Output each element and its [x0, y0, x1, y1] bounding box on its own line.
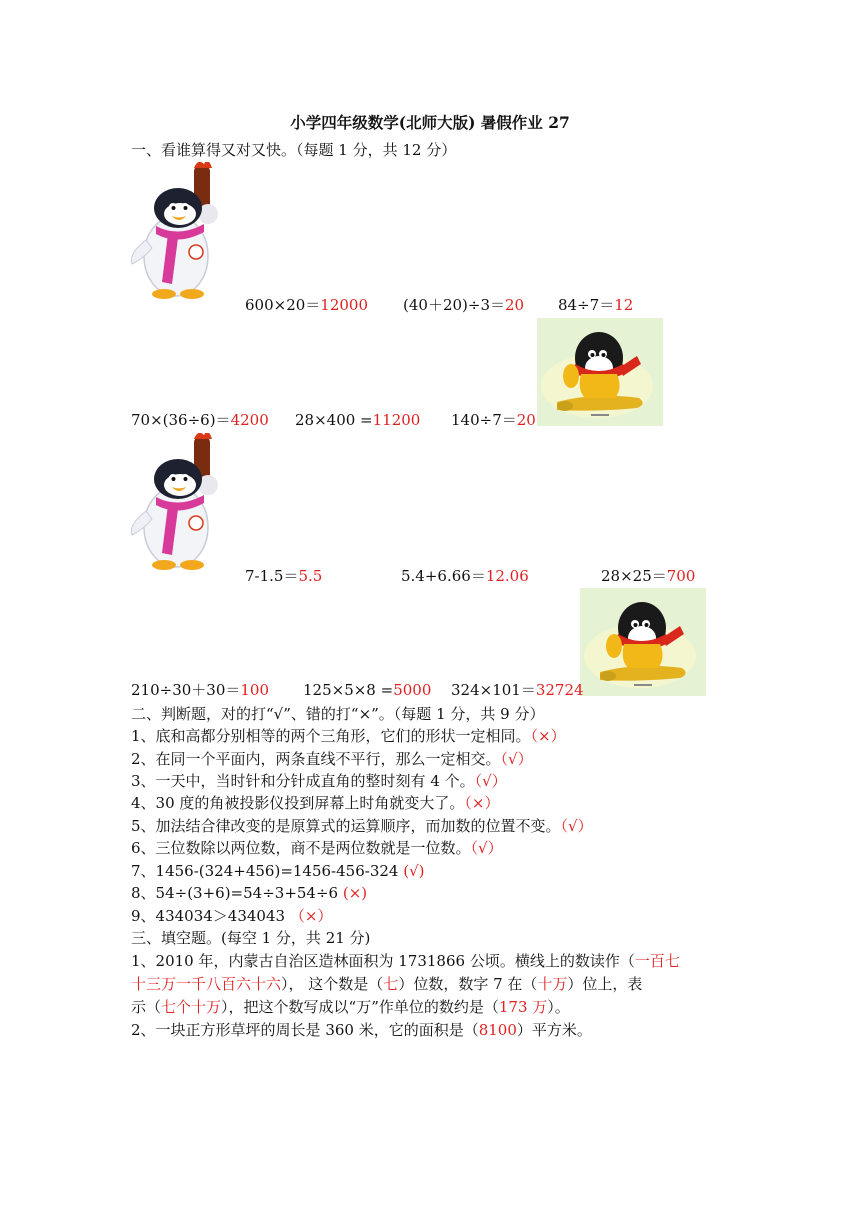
page-title: 小学四年级数学(北师大版) 暑假作业 27: [290, 113, 570, 132]
judge-item: 9、434034＞434043 （×）: [131, 907, 333, 925]
judge-item: 8、54÷(3+6)=54÷3+54÷6 (×): [131, 884, 368, 902]
judge-item: 2、在同一个平面内，两条直线不平行，那么一定相交。（√）: [131, 750, 533, 768]
calc-answer: 4200: [230, 411, 269, 429]
judge-item: 3、一天中，当时针和分针成直角的整时刻有 4 个。（√）: [131, 772, 507, 790]
calc-answer: 32724: [535, 681, 584, 699]
judge-mark: （√）: [560, 817, 593, 835]
calc-answer: 11200: [372, 411, 421, 429]
fill-question-1-line-3: 示（七个十万），把这个数写成以“万”作单位的数约是（173 万）。: [131, 998, 570, 1016]
calc-item: 600×20＝12000: [245, 296, 369, 314]
calc-answer: 5000: [393, 681, 432, 699]
calc-item: 125×5×8 =5000: [303, 681, 432, 699]
calc-answer: 5.5: [298, 567, 323, 585]
judge-mark: (√): [403, 862, 425, 880]
section1-heading: 一、看谁算得又对又快。（每题 1 分，共 12 分）: [131, 141, 457, 159]
judge-mark: （√）: [470, 839, 503, 857]
fill-question-2: 2、一块正方形草坪的周长是 360 米，它的面积是（8100）平方米。: [131, 1021, 592, 1039]
qq-penguin-skating-image: [537, 318, 663, 426]
calc-answer: 12: [614, 296, 634, 314]
judge-mark: （√）: [474, 772, 507, 790]
judge-item: 6、三位数除以两位数，商不是两位数就是一位数。（√）: [131, 839, 503, 857]
calc-answer: 700: [666, 567, 696, 585]
judge-item: 1、底和高都分别相等的两个三角形，它们的形状一定相同。（×）: [131, 727, 566, 745]
judge-mark: （×）: [289, 907, 333, 925]
calc-answer: 100: [240, 681, 270, 699]
penguin-torch-image-2: [128, 433, 238, 579]
calc-item: 140÷7＝20: [451, 411, 536, 429]
fill-question-1-line-2: 十三万一千八百六十六）， 这个数是（七）位数，数字 7 在（十万）位上，表: [131, 975, 643, 993]
calc-item: 324×101＝32724: [451, 681, 584, 699]
calc-answer: 20: [516, 411, 536, 429]
calc-item: (40＋20)÷3＝20: [403, 296, 525, 314]
judge-mark: (×): [342, 884, 368, 902]
calc-answer: 12.06: [485, 567, 529, 585]
calc-answer: 12000: [320, 296, 369, 314]
section3-heading: 三、填空题。(每空 1 分，共 21 分): [131, 929, 371, 947]
calc-item: 28×25＝700: [601, 567, 696, 585]
judge-item: 5、加法结合律改变的是原算式的运算顺序，而加数的位置不变。（√）: [131, 817, 593, 835]
judge-item: 7、1456-(324+456)=1456-456-324 (√): [131, 862, 425, 880]
judge-mark: （×）: [530, 727, 566, 745]
fill-question-1-line-1: 1、2010 年，内蒙古自治区造林面积为 1731866 公顷。横线上的数读作（一百七: [131, 952, 680, 970]
calc-item: 70×(36÷6)＝4200: [131, 411, 269, 429]
calc-answer: 20: [505, 296, 525, 314]
calc-item: 7-1.5＝5.5: [245, 567, 323, 585]
calc-item: 28×400 =11200: [295, 411, 421, 429]
judge-mark: （×）: [464, 794, 500, 812]
judge-item: 4、30 度的角被投影仪投到屏幕上时角就变大了。（×）: [131, 794, 500, 812]
calc-item: 210÷30＋30＝100: [131, 681, 270, 699]
judge-mark: （√）: [500, 750, 533, 768]
section2-heading: 二、判断题，对的打“√”、错的打“×”。（每题 1 分，共 9 分）: [131, 705, 545, 723]
calc-item: 5.4+6.66＝12.06: [401, 567, 529, 585]
qq-penguin-skating-image-2: [580, 588, 706, 696]
calc-item: 84÷7＝12: [558, 296, 634, 314]
penguin-torch-image: [128, 162, 238, 308]
